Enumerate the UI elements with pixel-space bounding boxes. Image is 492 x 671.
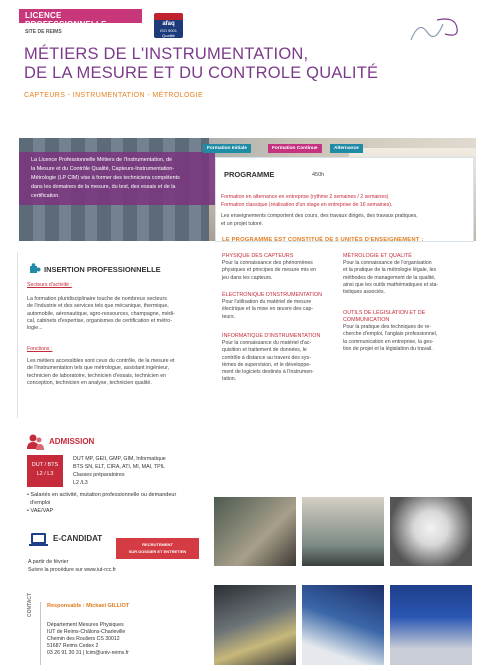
module-line: Pour l'utilisation du matériel de mesure: [222, 299, 312, 305]
admission-bullets: [27, 491, 176, 515]
units-title: LE PROGRAMME EST CONSTITUÉ DE 5 UNITÉS D'ENSEIGNEMENT :: [222, 237, 424, 243]
fonctions-line: Les métiers accessibles sont ceux du contrôle, de la mesure et: [27, 358, 175, 364]
module-line: Pour la pratique des techniques de re-: [343, 324, 431, 330]
module-line: tistiques associés.: [343, 289, 386, 296]
module-line: quisition et traitement de données, le: [222, 347, 307, 354]
intro-line: dans les domaines de la mesure, du test, des essais et de la: [31, 184, 176, 190]
admission-diplomas: [73, 455, 166, 487]
site-label: SITE DE REIMS: [25, 29, 62, 35]
fonctions-line: conception, technicien en analyse, technicien qualité.: [27, 379, 152, 386]
dut-badge-line: L2 / L3: [36, 471, 54, 477]
afaq-logo-iso: ISO 9001: [160, 28, 177, 33]
module-line: Pour la connaissance du matériel d'ac-: [222, 340, 312, 346]
lab-photo-4: [214, 585, 296, 665]
recrutement-button[interactable]: [116, 538, 199, 559]
lab-photo-2: [302, 497, 384, 566]
afaq-logo-name: afaq: [162, 21, 175, 27]
programme-alternance: [221, 194, 392, 209]
description-line: et un projet tutoré.: [221, 220, 264, 227]
programme-title: PROGRAMME: [224, 170, 275, 179]
module-line: méthodes de management de la qualité,: [343, 274, 436, 281]
module-line: Pour la connaissance de l'organisation: [343, 260, 432, 266]
intro-line: la Mesure et du Contrôle Qualité, Capteurs-Instrumentation-: [31, 166, 175, 172]
section-divider: [17, 252, 18, 418]
ecandidat-title: E-CANDIDAT: [53, 534, 103, 543]
diploma-line: L2 /L3: [73, 480, 88, 486]
module-title: INFORMATIQUE D'INSTRUMENTATION: [222, 333, 321, 339]
address-line: Département Mesures Physiques: [47, 622, 124, 628]
lab-photo-3: [390, 497, 472, 566]
recrutement-button-line: RECRUTEMENT: [142, 542, 173, 547]
lab-photo-5: [302, 585, 384, 665]
afaq-logo-qualite: Qualité: [162, 33, 175, 38]
module-title: PHYSIQUE DES CAPTEURS: [222, 253, 294, 259]
module-line: contrôle à distance au travers des sys-: [222, 354, 311, 361]
diploma-line: DUT MP, GEII, GMP, GIM, Informatique: [73, 456, 166, 462]
secteurs-line: logie...: [27, 325, 43, 332]
fonctions-line: technicien de laboratoire, technicien d'essais, technicien en: [27, 372, 167, 379]
admission-users-icon: [26, 433, 44, 451]
insertion-title: INSERTION PROFESSIONNELLE: [44, 265, 161, 274]
fonctions-label: Fonctions :: [27, 346, 53, 352]
ecandidat-line: Suivre la procédure sur www.iut-rcc.fr: [28, 566, 117, 573]
address-line: IUT de Reims-Châlons-Charleville: [47, 629, 126, 635]
lab-photo-1: [214, 497, 296, 566]
module-line: tèmes de supervision, et le développe-: [222, 361, 311, 368]
admission-title: ADMISSION: [49, 437, 95, 446]
module-informatique: [222, 333, 352, 384]
ecandidat-info: [28, 559, 116, 574]
fonctions-text: [27, 358, 209, 387]
module-line: ment de logiciels destinés à l'instrumen-: [222, 369, 314, 376]
module-line: la communication en entreprise, la ges-: [343, 338, 434, 345]
fonctions-line: de l'instrumentation tels que métrologue, assistant ingénieur,: [27, 365, 170, 372]
contact-responsable: Responsable : Mickael GILLIOT: [47, 603, 130, 609]
secteurs-line: automobile, aéronautique, agro-ressources, champagne, médi-: [27, 310, 175, 317]
module-line: ainsi que les outils mathématiques et sta-: [343, 281, 439, 288]
module-line: tation.: [222, 376, 237, 383]
licence-badge: LICENCE PROFESSIONNELLE: [19, 9, 142, 23]
programme-hours: 450h: [312, 172, 325, 178]
intro-line: La Licence Professionnelle Métiers de l'Instrumentation, de: [31, 157, 172, 163]
contact-address: [47, 622, 129, 657]
module-line: Pour la connaissance des phénomènes: [222, 260, 313, 266]
chip-alternance: Alternance: [330, 144, 363, 153]
diploma-line: BTS SN, ELT, CIRA, ATI, MI, MAI, TPIL: [73, 464, 166, 470]
page-subtitle: CAPTEURS - INSTRUMENTATION - MÉTROLOGIE: [24, 92, 204, 99]
bullet-line: • VAE/VAP: [27, 508, 54, 514]
programme-description: [221, 213, 466, 228]
module-line: teurs.: [222, 313, 235, 320]
chip-formation-continue: Formation Continue: [268, 144, 322, 153]
module-title: COMMUNICATION: [343, 317, 390, 323]
secteurs-label: Secteurs d'activité :: [27, 282, 72, 288]
module-line: cherche d'emploi, l'anglais professionnel,: [343, 331, 438, 338]
dut-badge-line: DUT / BTS: [31, 462, 59, 468]
address-line: Chemin des Rouliers CS 30012: [47, 636, 120, 642]
module-physique: [222, 253, 352, 282]
secteurs-line: La formation pluridisciplinaire touche de nombreux secteurs: [27, 296, 167, 302]
mp-logo: [405, 14, 475, 46]
chip-formation-initiale: Formation Initiale: [203, 144, 251, 153]
module-line: physiques et principes de mesure mis en: [222, 267, 316, 274]
alternance-line: Formation en alternance en entreprise (rythme 2 semaines / 2 semaines): [221, 194, 389, 200]
module-title: OUTILS DE LÉGISLATION ET DE: [343, 310, 426, 316]
module-title: ÉLECTRONIQUE D'INSTRUMENTATION: [222, 292, 322, 298]
module-metrologie: [343, 253, 473, 296]
module-line: électrique et la mise en œuvre des cap-: [222, 306, 314, 313]
address-line: 51687 Reims Cedex 2: [47, 643, 99, 649]
title-line-1: MÉTIERS DE L'INSTRUMENTATION,: [24, 45, 309, 63]
dut-badge: [27, 455, 63, 487]
page-title: [24, 45, 378, 83]
afaq-logo: [154, 13, 183, 38]
module-title: MÉTROLOGIE ET QUALITÉ: [343, 253, 412, 259]
secteurs-line: de l'industrie et des services tels que mécanique, thermique,: [27, 303, 169, 310]
lab-photo-6: [390, 585, 472, 665]
intro-line: Métrologie (LP CIM) vise à former des techniciens compétents: [31, 175, 180, 181]
module-line: jeu dans les capteurs.: [222, 274, 273, 281]
bullet-line: d'emploi: [27, 500, 51, 506]
module-legislation: [343, 310, 473, 353]
intro-text: [19, 152, 215, 205]
module-line: et la pratique de la métrologie légale, les: [343, 267, 437, 274]
laptop-icon: [31, 533, 46, 544]
recrutement-button-line: SUR DOSSIER ET ENTRETIEN: [128, 549, 187, 554]
ecandidat-line: A partir de février: [28, 559, 69, 565]
intro-line: certification.: [31, 193, 60, 199]
module-electronique: [222, 292, 352, 321]
secteurs-line: cal, cabinets d'expertise, organismes de certification et métro-: [27, 317, 172, 324]
diploma-line: Classes préparatoires: [73, 472, 125, 478]
contact-label: CONTACT: [27, 592, 33, 617]
puzzle-icon: [29, 263, 41, 275]
bullet-line: • Salariés en activité, mutation professionnelle ou demandeur: [27, 492, 177, 498]
secteurs-text: [27, 296, 209, 332]
title-line-2: DE LA MESURE ET DU CONTROLE QUALITÉ: [24, 64, 379, 82]
description-line: Les enseignements comportent des cours, des travaux dirigés, des travaux pratiques,: [221, 213, 418, 219]
address-line[interactable]: 03 26 91 30 31 | lcim@univ-reims.fr: [47, 650, 129, 656]
classique-line: Formation classique (réalisation d'un stage en entreprise de 16 semaines).: [221, 201, 393, 208]
module-line: tion de projet et la législation du travail.: [343, 345, 433, 352]
